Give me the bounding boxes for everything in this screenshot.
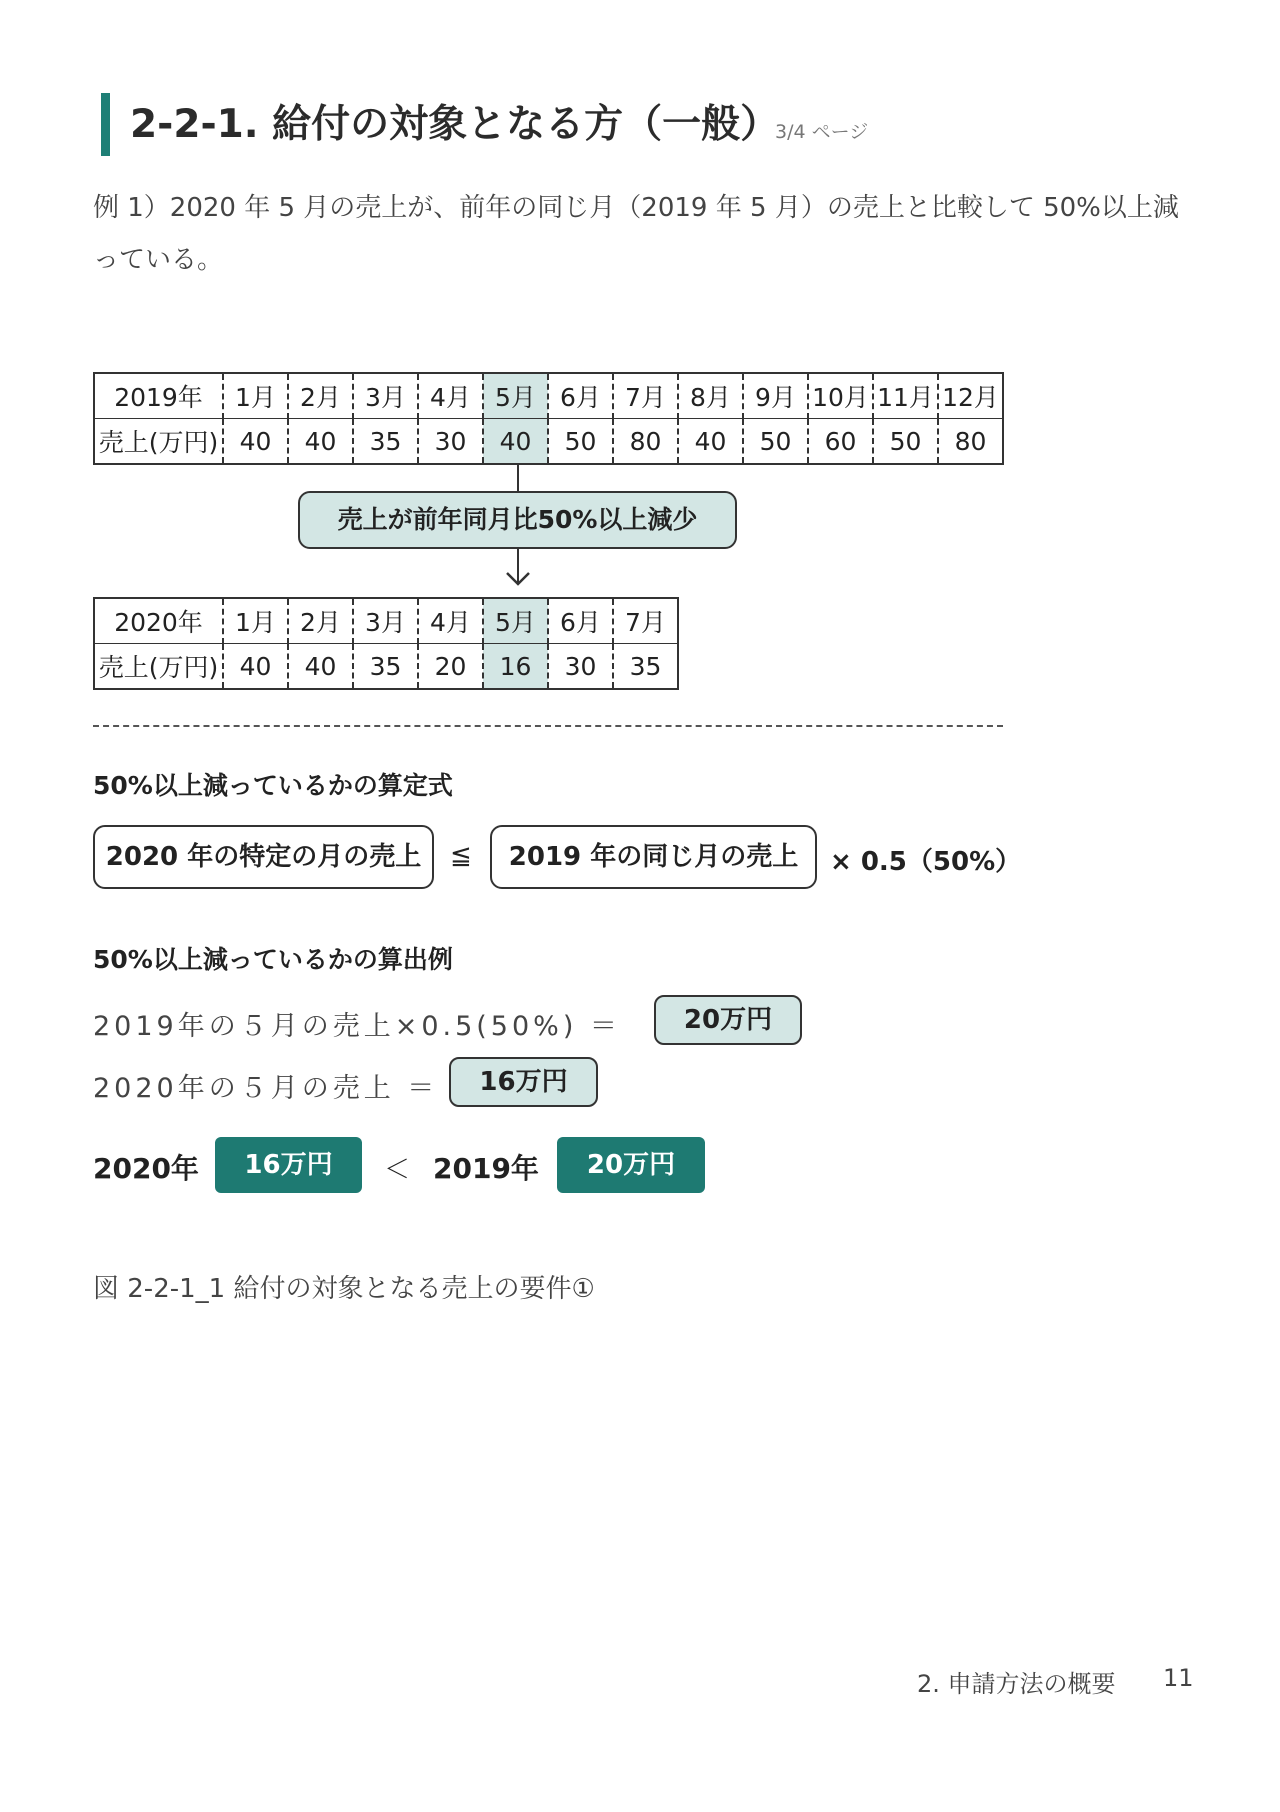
month-header-cell: 10月 <box>808 373 873 419</box>
sales-value-cell: 40 <box>223 419 288 465</box>
month-header-cell: 1月 <box>223 598 288 644</box>
page-title: 2-2-1. 給付の対象となる方（一般） <box>130 102 780 147</box>
year-label-cell: 2019年 <box>114 383 203 412</box>
formula-heading: 50%以上減っているかの算定式 <box>93 771 453 800</box>
sales-value-cell: 50 <box>873 419 938 465</box>
comparison-value-2020: 16万円 <box>215 1137 362 1193</box>
month-header-cell: 3月 <box>353 373 418 419</box>
sales-value-cell: 35 <box>613 644 678 690</box>
month-header-cell: 8月 <box>678 373 743 419</box>
sales-value-cell: 16 <box>483 644 548 690</box>
example-heading: 50%以上減っているかの算出例 <box>93 945 453 974</box>
decline-callout: 売上が前年同月比50%以上減少 <box>298 491 737 549</box>
month-header-cell: 12月 <box>938 373 1003 419</box>
month-header-cell: 4月 <box>418 373 483 419</box>
table-row-months <box>94 373 1003 419</box>
heading-accent-bar <box>101 93 110 156</box>
sales-table-2019 <box>93 372 1004 465</box>
section-divider <box>93 725 1003 727</box>
figure-caption: 図 2-2-1_1 給付の対象となる売上の要件① <box>93 1274 595 1304</box>
sales-value-cell: 20 <box>418 644 483 690</box>
sales-table-2020 <box>93 597 679 690</box>
intro-paragraph: 例 1）2020 年 5 月の売上が、前年の同じ月（2019 年 5 月）の売上と比較して 50%以上減っている。 <box>93 193 1179 275</box>
comparison-label-2020: 2020年 <box>93 1152 199 1185</box>
sales-value-cell: 40 <box>288 644 353 690</box>
footer-section-title: 2. 申請方法の概要 <box>917 1670 1116 1698</box>
sales-value-cell: 40 <box>288 419 353 465</box>
sales-value-cell: 40 <box>223 644 288 690</box>
example-line-2020: 2020年の５月の売上 ＝ <box>93 1073 439 1104</box>
comparison-operator: ＜ <box>384 1155 411 1185</box>
month-header-cell: 5月 <box>483 373 548 419</box>
sales-value-cell: 60 <box>808 419 873 465</box>
formula-left-box: 2020 年の特定の月の売上 <box>93 825 434 889</box>
month-header-cell: 6月 <box>548 598 613 644</box>
table-row-months <box>94 598 678 644</box>
formula-multiplier: × 0.5（50%） <box>830 847 1022 877</box>
table-row-sales <box>94 419 1003 465</box>
month-header-cell: 2月 <box>288 598 353 644</box>
example-value-2019: 20万円 <box>654 995 802 1045</box>
down-arrow-icon <box>505 549 531 587</box>
formula-operator: ≦ <box>450 841 472 871</box>
sales-value-cell: 80 <box>613 419 678 465</box>
month-header-cell: 9月 <box>743 373 808 419</box>
page-indicator: 3/4 ページ <box>775 121 869 143</box>
connector-line <box>517 464 519 491</box>
sales-label-cell: 売上(万円) <box>94 419 223 465</box>
sales-value-cell: 50 <box>743 419 808 465</box>
sales-value-cell: 30 <box>418 419 483 465</box>
year-label-cell: 2020年 <box>114 608 203 637</box>
month-header-cell: 4月 <box>418 598 483 644</box>
month-header-cell: 1月 <box>223 373 288 419</box>
sales-value-cell: 40 <box>483 419 548 465</box>
month-header-cell: 7月 <box>613 373 678 419</box>
example-value-2020: 16万円 <box>449 1057 598 1107</box>
sales-value-cell: 35 <box>353 419 418 465</box>
example-line-2019: 2019年の５月の売上×0.5(50%) ＝ <box>93 1011 621 1042</box>
month-header-cell: 2月 <box>288 373 353 419</box>
sales-value-cell: 80 <box>938 419 1003 465</box>
sales-value-cell: 30 <box>548 644 613 690</box>
sales-value-cell: 35 <box>353 644 418 690</box>
month-header-cell: 3月 <box>353 598 418 644</box>
formula-right-box: 2019 年の同じ月の売上 <box>490 825 817 889</box>
comparison-label-2019: 2019年 <box>433 1152 539 1185</box>
month-header-cell: 6月 <box>548 373 613 419</box>
page-number: 11 <box>1163 1664 1194 1692</box>
month-header-cell: 5月 <box>483 598 548 644</box>
sales-value-cell: 40 <box>678 419 743 465</box>
sales-value-cell: 50 <box>548 419 613 465</box>
month-header-cell: 7月 <box>613 598 678 644</box>
comparison-value-2019: 20万円 <box>557 1137 705 1193</box>
sales-label-cell: 売上(万円) <box>94 644 223 690</box>
table-row-sales <box>94 644 678 690</box>
month-header-cell: 11月 <box>873 373 938 419</box>
